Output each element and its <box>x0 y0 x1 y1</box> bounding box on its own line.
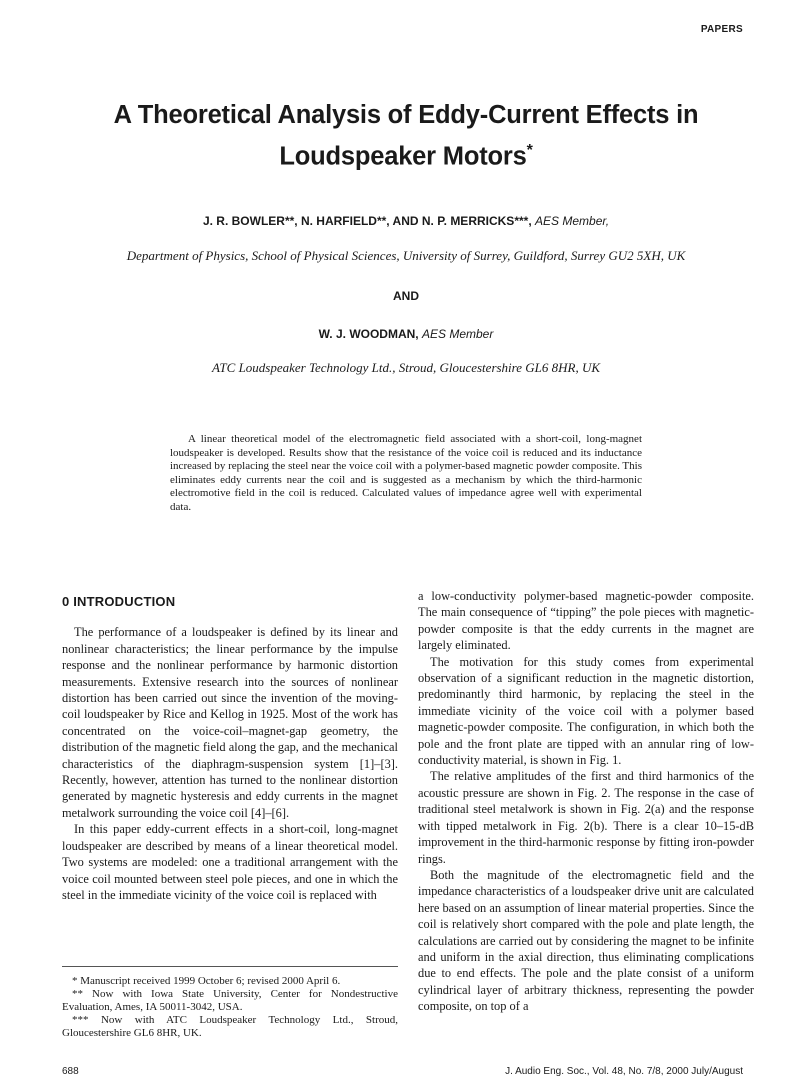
page-number: 688 <box>62 1066 79 1077</box>
section-heading: 0 INTRODUCTION <box>62 594 176 609</box>
intro-paragraph-2: In this paper eddy-current effects in a short-coil, long-magnet loudspeaker are described by means of a linear theoretical model. Two systems are modeled: one a traditional arrangement with the voice coil mounted between steel pole pieces, and one in which the steel in the immediate vicinity of the voice coil is replaced with <box>62 822 398 902</box>
intro-paragraph-3: a low-conductivity polymer-based magnetic-powder composite. The main consequence of “tipping” the pole pieces with magnetic-powder composite is that the eddy currents in the magnet are largely eliminated. <box>418 589 754 653</box>
intro-paragraph-4: The motivation for this study comes from experimental observation of a significant reduction in the magnetic distortion, predominantly third harmonic, by replacing the steel in the immediate vicinity of the voice coil with a polymer based magnetic-powder composite. The configuration, in which both the pole and the front plate are tipped with an annular ring of low-conductivity material, is shown in Fig. 1. <box>418 654 754 768</box>
affiliation-2: ATC Loudspeaker Technology Ltd., Stroud, Gloucestershire GL6 8HR, UK <box>211 360 601 375</box>
intro-paragraph-1: The performance of a loudspeaker is defined by its linear and nonlinear characteristics; the linear performance by the impulse response and the nonlinear performance by harmonic distortion measurements. Extensive research into the sources of nonlinear distortion has been carried out since the invention of the moving-coil loudspeaker by Rice and Kellog in 1925. Most of the work has concentrated on the voice-coil–magnet-gap geometry, the distribution of the magnetic field along the gap, and the mechanical characteristics of the diaphragm-suspension system [1]–[3]. Recently, however, attention has turned to the nonlinear distortion generated by magnetic hysteresis and eddy currents in the magnet metalwork surrounding the voice coil [4]–[6]. <box>62 625 398 820</box>
author-names-1: J. R. BOWLER**, N. HARFIELD**, AND N. P. MERRICKS***, <box>202 214 532 228</box>
footnote-manuscript: * Manuscript received 1999 October 6; revised 2000 April 6. <box>72 975 341 987</box>
intro-paragraph-6: Both the magnitude of the electromagnetic field and the impedance characteristics of a loudspeaker drive unit are calculated here based on an assumption of linear material properties. Since the coil is relatively short compared with the pole and plate length, the calculations are carried out by considering the magnet to be infinite and uniform in the axial direction, thus eliminating complications due to end effects. The pole and the plate consist of a uniform cylindrical layer of arbitrary thickness, representing the powder composite, on top of a <box>418 867 754 1014</box>
abstract: A linear theoretical model of the electromagnetic field associated with a short-coil, long-magnet loudspeaker is developed. Results show that the resistance of the voice coil is reduced and its inductance increased by replacing the steel near the voice coil with a polymer-based magnetic powder composite. This eliminates eddy currents near the coil and is suggested as a mechanism by which the third-harmonic electromotive field in the coil is reduced. Calculated values of impedance agree well with experimental data. <box>170 433 642 513</box>
paper-title <box>40 97 772 175</box>
footnote-iowa: ** Now with Iowa State University, Center for Nondestructive Evaluation, Ames, IA 50011-3042, USA. <box>62 988 398 1013</box>
affiliation-1: Department of Physics, School of Physical Sciences, University of Surrey, Guildford, Surrey GU2 5XH, UK <box>126 248 686 263</box>
author-names-2: W. J. WOODMAN, <box>318 327 419 341</box>
footnote-atc: *** Now with ATC Loudspeaker Technology Ltd., Stroud, Gloucestershire GL6 8HR, UK. <box>62 1014 398 1039</box>
title-line-2: Loudspeaker Motors* <box>279 142 533 171</box>
left-column <box>62 588 398 903</box>
footnotes <box>62 966 398 1040</box>
running-header: PAPERS <box>700 24 743 35</box>
author-membership-1: AES Member, <box>535 214 610 228</box>
author-membership-2: AES Member <box>421 327 494 341</box>
intro-paragraph-5: The relative amplitudes of the first and third harmonics of the acoustic pressure are shown in Fig. 2. The response in the case of traditional steel metalwork is shown in Fig. 2(a) and the response with tipped metalwork in Fig. 2(b). There is a clear 10–15-dB improvement in the third-harmonic response by fitting iron-powder rings. <box>418 769 754 866</box>
right-column <box>418 588 754 1015</box>
journal-citation: J. Audio Eng. Soc., Vol. 48, No. 7/8, 2000 July/August <box>505 1066 743 1077</box>
title-line-1: A Theoretical Analysis of Eddy-Current Effects in <box>113 101 699 129</box>
author-separator: AND <box>393 289 419 303</box>
title-footnote-mark: * <box>526 142 533 159</box>
author-list-2 <box>40 327 772 341</box>
author-list-1 <box>40 214 772 228</box>
